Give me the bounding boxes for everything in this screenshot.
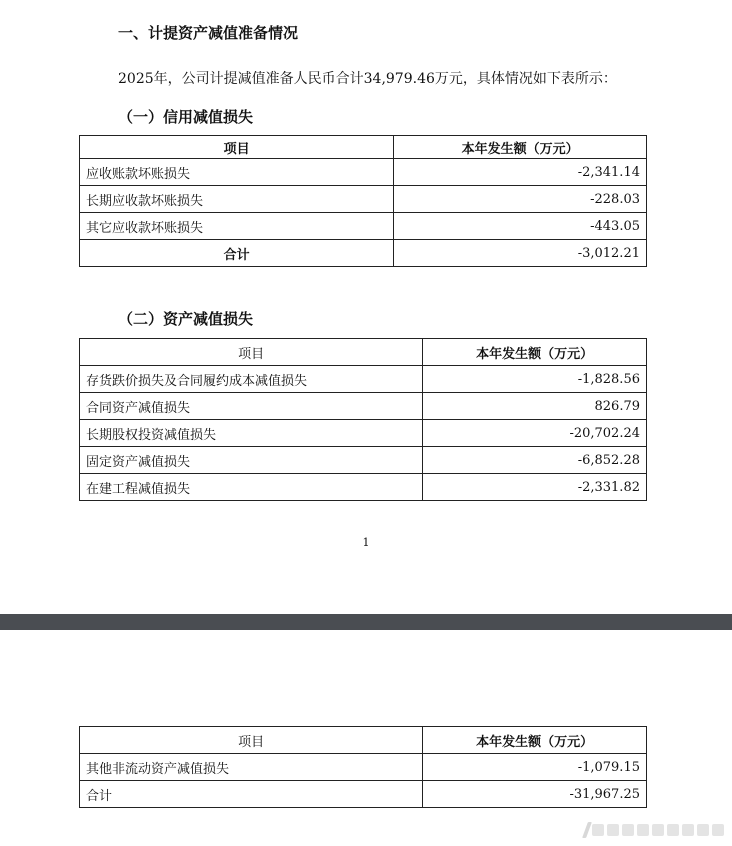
row-item: 其它应收款坏账损失 xyxy=(80,213,394,240)
row-item: 合同资产减值损失 xyxy=(80,393,423,420)
row-item: 应收账款坏账损失 xyxy=(80,159,394,186)
row-item: 存货跌价损失及合同履约成本减值损失 xyxy=(80,366,423,393)
column-header-item: 项目 xyxy=(80,339,423,366)
asset-loss-heading: （二）资产减值损失 xyxy=(118,310,254,328)
row-item: 在建工程减值损失 xyxy=(80,474,423,501)
row-amount: -2,341.14 xyxy=(394,159,647,186)
column-header-item: 项目 xyxy=(80,136,394,159)
table-row xyxy=(80,393,647,420)
table-row xyxy=(80,213,647,240)
total-label: 合计 xyxy=(80,240,394,267)
row-amount: -20,702.24 xyxy=(423,420,647,447)
row-amount: -2,331.82 xyxy=(423,474,647,501)
page-number: 1 xyxy=(362,536,370,549)
table-row xyxy=(80,420,647,447)
column-header-amount: 本年发生额（万元） xyxy=(394,136,647,159)
row-amount: -6,852.28 xyxy=(423,447,647,474)
total-amount: -31,967.25 xyxy=(423,781,647,808)
table-row xyxy=(80,447,647,474)
asset-loss-table-continued xyxy=(79,726,647,808)
table-row xyxy=(80,474,647,501)
row-amount: -228.03 xyxy=(394,186,647,213)
table-row xyxy=(80,754,647,781)
credit-loss-heading: （一）信用减值损失 xyxy=(118,108,254,126)
total-row xyxy=(80,781,647,808)
credit-loss-table xyxy=(79,135,647,267)
row-amount: 826.79 xyxy=(423,393,647,420)
table-header-row xyxy=(80,136,647,159)
row-amount: -443.05 xyxy=(394,213,647,240)
column-header-item: 项目 xyxy=(80,727,423,754)
table-header-row xyxy=(80,727,647,754)
page-divider xyxy=(0,614,732,630)
row-item: 长期股权投资减值损失 xyxy=(80,420,423,447)
row-item: 固定资产减值损失 xyxy=(80,447,423,474)
row-item: 长期应收款坏账损失 xyxy=(80,186,394,213)
row-amount: -1,079.15 xyxy=(423,754,647,781)
total-row xyxy=(80,240,647,267)
row-item: 其他非流动资产减值损失 xyxy=(80,754,423,781)
watermark-icon xyxy=(585,822,724,838)
table-row xyxy=(80,366,647,393)
total-amount: -3,012.21 xyxy=(394,240,647,267)
row-amount: -1,828.56 xyxy=(423,366,647,393)
table-row xyxy=(80,159,647,186)
total-label: 合计 xyxy=(80,781,423,808)
document-page-2 xyxy=(0,630,732,846)
column-header-amount: 本年发生额（万元） xyxy=(423,727,647,754)
table-row xyxy=(80,186,647,213)
section-title: 一、计提资产减值准备情况 xyxy=(118,24,299,42)
column-header-amount: 本年发生额（万元） xyxy=(423,339,647,366)
intro-paragraph: 2025年，公司计提减值准备人民币合计34,979.46万元，具体情况如下表所示： xyxy=(118,71,617,87)
asset-loss-table xyxy=(79,338,647,501)
table-header-row xyxy=(80,339,647,366)
